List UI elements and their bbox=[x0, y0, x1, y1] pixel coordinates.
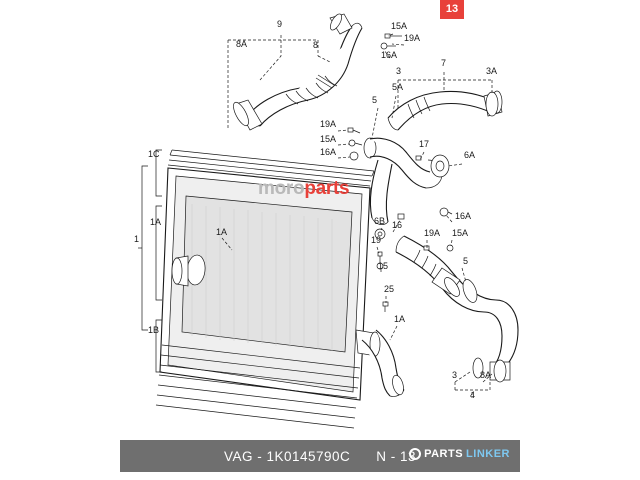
callout-1a: 1A bbox=[150, 217, 162, 227]
callout-16a: 16A bbox=[320, 147, 337, 157]
callout-1c: 1C bbox=[148, 149, 160, 159]
callout-8a: 8A bbox=[480, 370, 492, 380]
callout-1b: 1B bbox=[148, 325, 160, 335]
footer-bar bbox=[120, 440, 520, 472]
lower-right-hose bbox=[396, 236, 518, 382]
callout-17: 17 bbox=[419, 139, 430, 149]
upper-left-hose bbox=[230, 12, 362, 130]
callout-16: 16 bbox=[392, 220, 403, 230]
page-badge: 13 bbox=[440, 0, 464, 19]
callout-3: 3 bbox=[452, 370, 458, 380]
callout-1a: 1A bbox=[216, 227, 228, 237]
brand-second: LINKER bbox=[466, 448, 510, 460]
callout-8a: 8A bbox=[236, 39, 248, 49]
callout-19: 19 bbox=[371, 235, 382, 245]
watermark-part1: moro bbox=[258, 178, 305, 199]
callout-15a: 15A bbox=[320, 134, 337, 144]
callout-16a: 16A bbox=[455, 211, 472, 221]
callout-3a: 3A bbox=[486, 66, 498, 76]
footer-note: N - 13 bbox=[376, 448, 417, 464]
callout-9: 9 bbox=[277, 19, 283, 29]
callout-19a: 19A bbox=[424, 228, 441, 238]
callout-5: 5 bbox=[463, 256, 469, 266]
callout-1a: 1A bbox=[394, 314, 406, 324]
brand-first: PARTS bbox=[424, 448, 464, 460]
part-code: VAG - 1K0145790C bbox=[223, 448, 351, 464]
watermark-part2: parts bbox=[304, 178, 350, 199]
callout-8: 8 bbox=[313, 40, 319, 50]
callout-19a: 19A bbox=[404, 33, 421, 43]
callout-25: 25 bbox=[384, 284, 395, 294]
gear-icon bbox=[409, 448, 421, 460]
callout-16a: 16A bbox=[381, 50, 398, 60]
upper-right-hose bbox=[388, 91, 502, 130]
callout-3: 3 bbox=[396, 66, 402, 76]
centre-pipe-cluster bbox=[364, 138, 449, 225]
callout-7: 7 bbox=[441, 58, 447, 68]
callout-5a: 5A bbox=[392, 82, 404, 92]
callout-6b: 6B bbox=[374, 216, 386, 226]
callout-19a: 19A bbox=[320, 119, 337, 129]
partslinker-logo bbox=[409, 448, 510, 460]
watermark bbox=[258, 178, 349, 200]
callout-15: 15 bbox=[378, 261, 389, 271]
callout-4: 4 bbox=[470, 390, 476, 400]
callout-1: 1 bbox=[134, 234, 140, 244]
callout-5: 5 bbox=[372, 95, 378, 105]
callout-15a: 15A bbox=[452, 228, 469, 238]
callout-6a: 6A bbox=[464, 150, 476, 160]
callout-15a: 15A bbox=[391, 21, 408, 31]
